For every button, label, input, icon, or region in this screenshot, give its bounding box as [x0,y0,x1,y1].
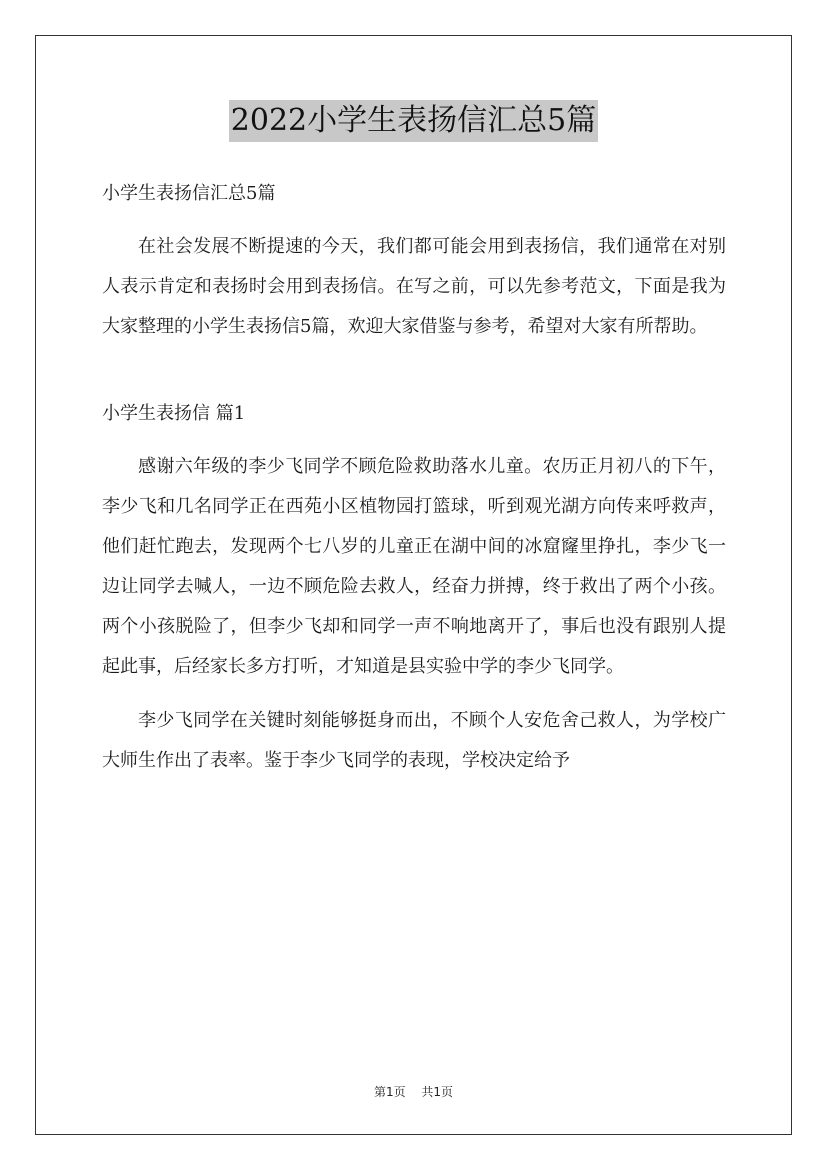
section-paragraph: 感谢六年级的李少飞同学不顾危险救助落水儿童。农历正月初八的下午，李少飞和几名同学正在西苑小区植物园打篮球，听到观光湖方向传来呼救声，他们赶忙跑去，发现两个七八岁的儿童正在湖中间的冰窟窿里挣扎，李少飞一边让同学去喊人，一边不顾危险去救人，经奋力拼搏，终于救出了两个小孩。两个小孩脱险了，但李少飞却和同学一声不响地离开了，事后也没有跟别人提起此事，后经家长多方打听，才知道是县实验中学的李少飞同学。 [102,456,726,677]
spacer [102,347,726,395]
page-footer [0,1083,827,1100]
page-total: 共1页 [421,1085,454,1099]
page-number: 第1页 [373,1085,406,1099]
spacer [102,433,726,447]
intro-heading: 小学生表扬信汇总5篇 [102,183,276,204]
section-paragraph: 李少飞同学在关键时刻能够挺身而出，不顾个人安危舍己救人，为学校广大师生作出了表率。鉴于李少飞同学的表现，学校决定给予 [102,710,726,771]
spacer [102,213,726,227]
document-title: 2022小学生表扬信汇总5篇 [229,100,598,142]
intro-paragraph: 在社会发展不断提速的今天，我们都可能会用到表扬信，我们通常在对别人表示肯定和表扬时会用到表扬信。在写之前，可以先参考范文，下面是我为大家整理的小学生表扬信5篇，欢迎大家借鉴与参考，希望对大家有所帮助。 [102,236,726,337]
section-heading: 小学生表扬信 篇1 [102,403,246,424]
spacer [102,687,726,701]
document-body [102,175,726,781]
title-container [0,100,827,142]
